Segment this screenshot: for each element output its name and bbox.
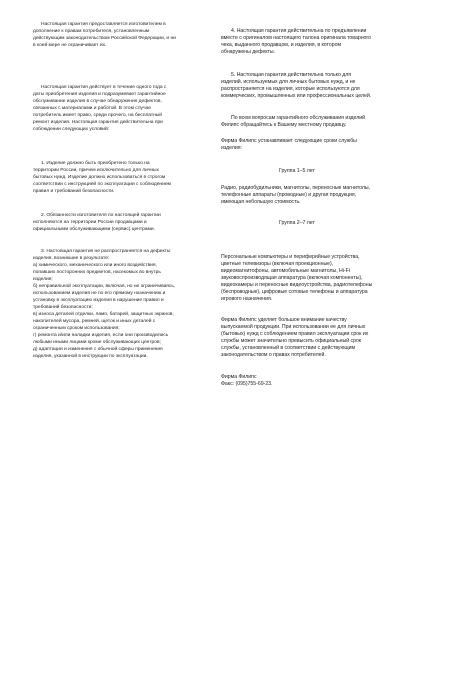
text-line: территории России, причем исключительно для личных	[33, 168, 159, 173]
text-line: обнаружены дефекты.	[221, 49, 276, 55]
group-1-title: Группа 1–5 лет	[279, 168, 315, 174]
text-line: изделий, используемых для личных бытовых нужд, и не	[221, 79, 356, 85]
text-line: дополнение к правам потребителя, установленным	[33, 29, 150, 34]
text-line: даты приобретения изделия и подразумевает гарантийное	[33, 92, 166, 97]
text-line: Фирма Филипс уделяет большое внимание качеству	[221, 317, 347, 323]
text-line: распространяется на изделия, которые используются для	[221, 86, 360, 92]
text-line: (беспроводные), цифровые сотовые телефоны и аппаратура	[221, 289, 368, 295]
text-line: Персональные компьютеры и периферийные устройства,	[221, 254, 360, 260]
text-line: 4. Настоящая гарантия действительна по предъявлении	[231, 28, 367, 34]
text-line: коммерческих, промышленных или профессиональных целей.	[221, 93, 372, 99]
text-line: любыми иными лицами кроме обслуживающих центров;	[33, 340, 161, 345]
text-line: 3. Настоящая гарантия не распространяется на дефекты	[41, 249, 171, 254]
text-line: цветные телевизоры (включая проекционные),	[221, 261, 334, 267]
text-line: видеокамеры и переносные видеоустройства, радиотелефоны	[221, 282, 373, 288]
text-line: Настоящая гарантия действует в течение одного года с	[41, 85, 167, 90]
text-line: звуковоспроизводящая аппаратура (включая компоненты),	[221, 275, 363, 281]
text-line: Радио, радиобудильники, магнитолы, переносные магнитолы,	[221, 185, 371, 191]
text-line: службы, установленный в соответствии с действующим	[221, 345, 356, 351]
text-line: действующим законодательством Российской Федерации, и ни	[33, 36, 176, 41]
company-name: Фирма Филипс	[221, 374, 257, 380]
text-line: соблюдении следующих условий:	[33, 127, 110, 132]
text-line: использованием изделия не по его прямому назначению и	[33, 291, 166, 296]
text-line: изделия, возникшие в результате:	[33, 256, 110, 261]
text-line: б) неправильной эксплуатации, включая, но не ограничиваясь,	[33, 284, 176, 289]
text-line: изделия:	[221, 145, 242, 151]
text-line: д) адаптации и изменения с обычной сферы применения	[33, 347, 163, 352]
text-line: видеомагнитофоны, автомобильные магнитолы, Hi-Fi	[221, 268, 350, 274]
group-2-title: Группа 2–7 лет	[279, 220, 315, 226]
text-line: (бытовых) нужд с соблюдением правил эксплуатации срок их	[221, 331, 369, 337]
text-line: чека, выданного продавцом, и изделия, в котором	[221, 42, 341, 48]
text-line: 5. Настоящая гарантия действительна только для	[231, 72, 352, 78]
text-line: Филипс обращайтесь к Вашему местному продавцу.	[221, 122, 347, 128]
text-line: в коей мере не ограничивает их.	[33, 43, 107, 48]
text-line: соответствии с инструкцией по эксплуатации с соблюдением	[33, 182, 171, 187]
text-line: требований безопасности;	[33, 305, 93, 310]
text-line: 2. Обязанности изготовителя по настоящей гарантии	[41, 213, 161, 218]
text-line: По всем вопросам гарантийного обслуживания изделий	[231, 115, 365, 121]
text-line: ремонт изделия. Настоящая гарантия действительна при	[33, 120, 163, 125]
text-line: накопителей мусора, ремней, щеток и иных деталей с	[33, 319, 156, 324]
text-line: установку в эксплуатацию изделия в нарушение правил и	[33, 298, 164, 303]
text-line: связанных с материалами и работой. В этом случае	[33, 106, 151, 111]
text-line: изделия;	[33, 277, 53, 282]
text-line: службы может значительно превысить официальный срок	[221, 338, 362, 344]
text-line: Фирма Филипс устанавливает следующие сроки службы	[221, 138, 357, 144]
text-line: официальными обслуживающими (сервис) центрами.	[33, 227, 155, 232]
text-line: телефонные аппараты (проводные) и другая продукция,	[221, 192, 357, 198]
text-line: игрового назначения.	[221, 296, 273, 302]
text-line: ограниченным сроком использования;	[33, 326, 120, 331]
text-line: выпускаемой продукции. При использовании ее для личных	[221, 324, 366, 330]
text-line: потребитель имеет право, среди прочего, на бесплатный	[33, 113, 162, 118]
text-line: попавших посторонних предметов, насекомых во внутрь	[33, 270, 161, 275]
text-line: вместе с оригиналом настоящего талона оригинала товарного	[221, 35, 372, 41]
text-line: исполняются на территории России продавцами и	[33, 220, 147, 225]
text-line: имеющая небольшую стоимость.	[221, 199, 301, 205]
text-line: в) износа деталей отделки, ламп, батарей, защитных экранов,	[33, 312, 174, 317]
text-line: 1. Изделие должно быть приобретено только на	[41, 161, 150, 166]
fax-number: Факс: (095)755-69-23.	[221, 381, 273, 387]
text-line: обслуживание изделия в случае обнаружения дефектов,	[33, 99, 162, 104]
text-line: бытовых нужд. Изделие должно использоваться в строгом	[33, 175, 166, 180]
text-line: Настоящая гарантия предоставляется изготовителем в	[41, 22, 166, 27]
text-line: г) ремонта и/или наладки изделия, если они производились	[33, 333, 169, 338]
text-line: а) химического, механического или иного воздействия,	[33, 263, 157, 268]
text-line: законодательством о правах потребителей.	[221, 352, 326, 358]
text-line: правил и требований безопасности.	[33, 189, 115, 194]
text-line: изделия, указанной в инструкции по эксплуатации.	[33, 354, 148, 359]
